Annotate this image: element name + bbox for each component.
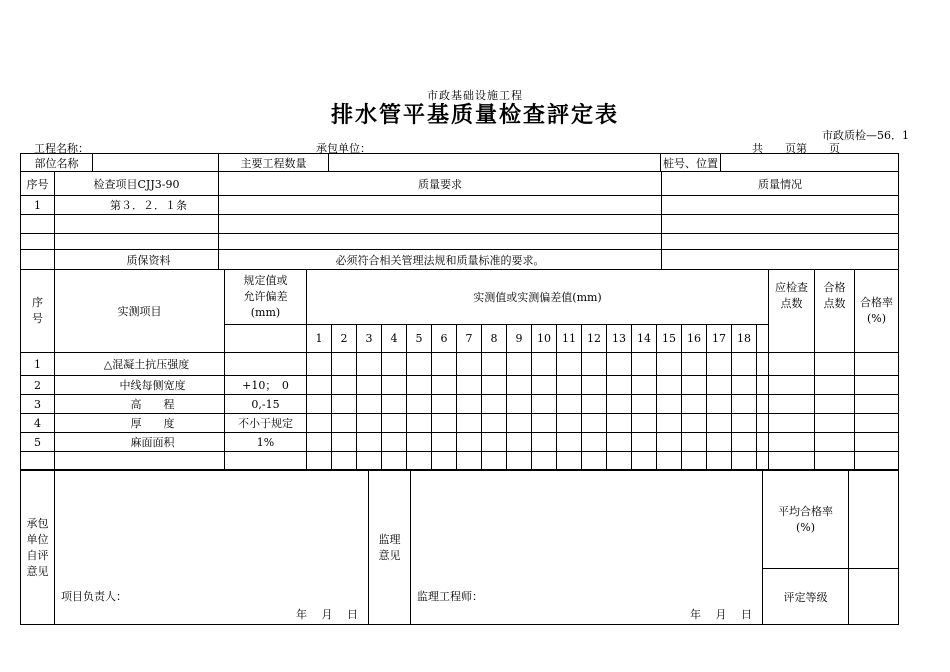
value-cell[interactable] xyxy=(457,433,482,452)
value-cell[interactable] xyxy=(757,433,769,452)
value-cell[interactable] xyxy=(557,376,582,395)
value-cell[interactable] xyxy=(507,353,532,376)
measure-col-14: 14 xyxy=(632,325,657,353)
qa-label: 质保资料 xyxy=(55,250,219,270)
table-row xyxy=(21,395,899,414)
value-cell[interactable] xyxy=(757,395,769,414)
values-header: 实测值或实测偏差值(mm) xyxy=(307,270,769,325)
row1-status[interactable] xyxy=(662,196,899,215)
value-cell[interactable] xyxy=(407,353,432,376)
value-cell[interactable] xyxy=(382,414,407,433)
pass-rate-cell[interactable] xyxy=(855,414,899,433)
blank-cell[interactable] xyxy=(407,452,432,470)
engineer-label: 监理工程师： xyxy=(417,590,483,603)
should-points-cell[interactable] xyxy=(769,414,815,433)
table-row xyxy=(21,414,899,433)
row-spec: 不小于规定 xyxy=(225,414,307,433)
main-qty-value[interactable] xyxy=(329,154,661,172)
stake-label: 桩号、位置 xyxy=(661,154,721,172)
measure-col-17: 17 xyxy=(707,325,732,353)
measure-col-18: 18 xyxy=(732,325,757,353)
blank-cell[interactable] xyxy=(769,452,815,470)
measurement-table xyxy=(20,269,899,470)
row-spec xyxy=(225,353,307,376)
blank-cell[interactable] xyxy=(225,452,307,470)
value-cell[interactable] xyxy=(757,414,769,433)
blank-cell[interactable] xyxy=(582,452,607,470)
value-cell[interactable] xyxy=(707,353,732,376)
spec-header: 规定值或 允许偏差 (mm) xyxy=(225,270,307,325)
value-cell[interactable] xyxy=(407,433,432,452)
value-cell[interactable] xyxy=(357,414,382,433)
measure-col-3: 3 xyxy=(357,325,382,353)
measure-col-6: 6 xyxy=(432,325,457,353)
value-cell[interactable] xyxy=(607,353,632,376)
blank-cell[interactable] xyxy=(815,452,855,470)
row-item: 中线每侧宽度 xyxy=(55,376,225,395)
quality-req-header: 质量要求 xyxy=(219,172,662,196)
blank-cell[interactable] xyxy=(307,452,332,470)
measure-col-9: 9 xyxy=(507,325,532,353)
value-cell[interactable] xyxy=(532,395,557,414)
value-cell[interactable] xyxy=(732,376,757,395)
value-cell[interactable] xyxy=(332,376,357,395)
blank-cell[interactable] xyxy=(457,452,482,470)
table-row xyxy=(21,433,899,452)
value-cell[interactable] xyxy=(482,353,507,376)
should-points-cell[interactable] xyxy=(769,395,815,414)
value-cell[interactable] xyxy=(382,395,407,414)
measure-col-pad xyxy=(757,325,769,353)
measure-col-8: 8 xyxy=(482,325,507,353)
blank-cell[interactable] xyxy=(657,452,682,470)
blank-cell[interactable] xyxy=(855,452,899,470)
avg-rate-label: 平均合格率 (%) xyxy=(763,471,849,569)
value-cell[interactable] xyxy=(357,353,382,376)
qa-status[interactable] xyxy=(662,250,899,270)
row-item: △混凝土抗压强度 xyxy=(55,353,225,376)
value-cell[interactable] xyxy=(657,353,682,376)
value-cell[interactable] xyxy=(707,376,732,395)
pass-points-cell[interactable] xyxy=(815,414,855,433)
value-cell[interactable] xyxy=(682,433,707,452)
blank-cell[interactable] xyxy=(382,452,407,470)
blank-cell[interactable] xyxy=(21,215,55,234)
value-cell[interactable] xyxy=(732,414,757,433)
pm-label: 项目负责人： xyxy=(61,590,127,603)
value-cell[interactable] xyxy=(507,414,532,433)
measure-col-7: 7 xyxy=(457,325,482,353)
measure-item-header: 实测项目 xyxy=(55,270,225,353)
value-cell[interactable] xyxy=(632,376,657,395)
measure-col-16: 16 xyxy=(682,325,707,353)
blank-cell xyxy=(21,250,55,270)
value-cell[interactable] xyxy=(307,353,332,376)
row-spec: 0,-15 xyxy=(225,395,307,414)
opinion-table xyxy=(20,470,899,625)
row-spec: +10； 0 xyxy=(225,376,307,395)
value-cell[interactable] xyxy=(582,433,607,452)
value-cell[interactable] xyxy=(457,414,482,433)
row-spec: 1% xyxy=(225,433,307,452)
value-cell[interactable] xyxy=(332,353,357,376)
supervisor-opinion-area[interactable] xyxy=(411,471,763,625)
blank-cell[interactable] xyxy=(21,452,55,470)
measure-col-2: 2 xyxy=(332,325,357,353)
supervisor-opinion-label: 监理 意见 xyxy=(369,471,411,625)
value-cell[interactable] xyxy=(482,414,507,433)
measure-col-10: 10 xyxy=(532,325,557,353)
value-cell[interactable] xyxy=(332,395,357,414)
blank-cell[interactable] xyxy=(662,234,899,250)
general-table xyxy=(20,153,899,172)
value-cell[interactable] xyxy=(407,395,432,414)
value-cell[interactable] xyxy=(507,395,532,414)
value-cell[interactable] xyxy=(432,376,457,395)
value-cell[interactable] xyxy=(457,376,482,395)
seq-header: 序 号 xyxy=(21,270,55,353)
value-cell[interactable] xyxy=(607,433,632,452)
value-cell[interactable] xyxy=(632,414,657,433)
value-cell[interactable] xyxy=(532,414,557,433)
measure-col-11: 11 xyxy=(557,325,582,353)
value-cell[interactable] xyxy=(532,376,557,395)
value-cell[interactable] xyxy=(682,395,707,414)
value-cell[interactable] xyxy=(407,414,432,433)
value-cell[interactable] xyxy=(682,414,707,433)
value-cell[interactable] xyxy=(307,433,332,452)
value-cell[interactable] xyxy=(557,353,582,376)
row-item: 麻面面积 xyxy=(55,433,225,452)
value-cell[interactable] xyxy=(582,414,607,433)
row1-req[interactable] xyxy=(219,196,662,215)
pass-points-cell[interactable] xyxy=(815,353,855,376)
main-qty-label: 主要工程数量 xyxy=(219,154,329,172)
pass-rate-cell[interactable] xyxy=(855,395,899,414)
seq-header: 序号 xyxy=(21,172,55,196)
row-no: 4 xyxy=(21,414,55,433)
value-cell[interactable] xyxy=(732,395,757,414)
value-cell[interactable] xyxy=(657,414,682,433)
value-cell[interactable] xyxy=(382,433,407,452)
blank-cell[interactable] xyxy=(632,452,657,470)
value-cell[interactable] xyxy=(657,376,682,395)
value-cell[interactable] xyxy=(682,353,707,376)
row-no: 2 xyxy=(21,376,55,395)
check-item-header: 检查项目CJJ3-90 xyxy=(55,172,219,196)
value-cell[interactable] xyxy=(407,376,432,395)
value-cell[interactable] xyxy=(332,433,357,452)
value-cell[interactable] xyxy=(582,376,607,395)
value-cell[interactable] xyxy=(607,376,632,395)
value-cell[interactable] xyxy=(682,376,707,395)
value-cell[interactable] xyxy=(332,414,357,433)
value-cell[interactable] xyxy=(507,433,532,452)
part-name-label: 部位名称 xyxy=(21,154,93,172)
value-cell[interactable] xyxy=(707,433,732,452)
measure-col-5: 5 xyxy=(407,325,432,353)
value-cell[interactable] xyxy=(482,433,507,452)
value-cell[interactable] xyxy=(432,353,457,376)
grade-label: 评定等级 xyxy=(763,569,849,625)
blank-cell[interactable] xyxy=(21,234,55,250)
blank-cell[interactable] xyxy=(55,234,219,250)
value-cell[interactable] xyxy=(707,414,732,433)
pass-rate-cell[interactable] xyxy=(855,433,899,452)
form-title: 排水管平基质量检查評定表 xyxy=(330,103,619,128)
should-points-cell[interactable] xyxy=(769,433,815,452)
table-row xyxy=(21,376,899,395)
value-cell[interactable] xyxy=(357,433,382,452)
blank-cell[interactable] xyxy=(55,452,225,470)
table-row xyxy=(21,353,899,376)
value-cell[interactable] xyxy=(732,433,757,452)
value-cell[interactable] xyxy=(382,353,407,376)
contractor-opinion-area[interactable] xyxy=(55,471,369,625)
measure-col-13: 13 xyxy=(607,325,632,353)
value-cell[interactable] xyxy=(607,414,632,433)
form-code: 市政质检—56．1 xyxy=(822,129,909,142)
pass-points-cell[interactable] xyxy=(815,433,855,452)
should-points-cell[interactable] xyxy=(769,376,815,395)
pass-rate-cell[interactable] xyxy=(855,376,899,395)
row-no: 1 xyxy=(21,353,55,376)
value-cell[interactable] xyxy=(307,376,332,395)
value-cell[interactable] xyxy=(582,353,607,376)
value-cell[interactable] xyxy=(357,376,382,395)
value-cell[interactable] xyxy=(557,433,582,452)
value-cell[interactable] xyxy=(382,376,407,395)
blank-cell[interactable] xyxy=(607,452,632,470)
value-cell[interactable] xyxy=(357,395,382,414)
form-subtitle: 市政基础设施工程 xyxy=(427,89,523,102)
value-cell[interactable] xyxy=(732,353,757,376)
value-cell[interactable] xyxy=(457,353,482,376)
blank-cell[interactable] xyxy=(55,215,219,234)
date-1: 年 月 日 xyxy=(296,608,358,621)
value-cell[interactable] xyxy=(557,395,582,414)
quality-status-header: 质量情况 xyxy=(662,172,899,196)
value-cell[interactable] xyxy=(707,395,732,414)
grade-value[interactable] xyxy=(849,569,899,625)
measure-col-4: 4 xyxy=(382,325,407,353)
row1-item: 第３．２．１条 xyxy=(55,196,219,215)
value-cell[interactable] xyxy=(557,414,582,433)
blank-cell[interactable] xyxy=(332,452,357,470)
stake-value[interactable] xyxy=(721,154,899,172)
pass-points-cell[interactable] xyxy=(815,395,855,414)
blank-cell[interactable] xyxy=(662,215,899,234)
row-no: 5 xyxy=(21,433,55,452)
value-cell[interactable] xyxy=(432,433,457,452)
blank-cell[interactable] xyxy=(219,234,662,250)
spec-subcell xyxy=(225,325,307,353)
value-cell[interactable] xyxy=(632,353,657,376)
value-cell[interactable] xyxy=(582,395,607,414)
blank-cell[interactable] xyxy=(507,452,532,470)
blank-cell[interactable] xyxy=(357,452,382,470)
qa-text: 必须符合相关管理法规和质量标准的要求。 xyxy=(219,250,662,270)
contractor-opinion-label: 承包 单位 自评 意见 xyxy=(21,471,55,625)
pass-rate-cell[interactable] xyxy=(855,353,899,376)
pass-points-header: 合格 点数 xyxy=(815,270,855,353)
project-name-label: 工程名称： xyxy=(34,142,89,155)
pass-rate-header: 合格率 (%) xyxy=(855,270,899,353)
value-cell[interactable] xyxy=(657,433,682,452)
value-cell[interactable] xyxy=(307,414,332,433)
row1-no: 1 xyxy=(21,196,55,215)
blank-cell[interactable] xyxy=(682,452,707,470)
page-counter: 共 页第 页 xyxy=(752,142,840,155)
table-row xyxy=(21,452,899,470)
contractor-label: 承包单位： xyxy=(316,142,371,155)
should-points-cell[interactable] xyxy=(769,353,815,376)
value-cell[interactable] xyxy=(307,395,332,414)
blank-cell[interactable] xyxy=(219,215,662,234)
row-item: 高 程 xyxy=(55,395,225,414)
pass-points-cell[interactable] xyxy=(815,376,855,395)
value-cell[interactable] xyxy=(532,353,557,376)
value-cell[interactable] xyxy=(632,433,657,452)
inspection-table xyxy=(20,171,899,270)
blank-cell[interactable] xyxy=(757,452,769,470)
measure-col-15: 15 xyxy=(657,325,682,353)
blank-cell[interactable] xyxy=(707,452,732,470)
value-cell[interactable] xyxy=(482,395,507,414)
value-cell[interactable] xyxy=(432,395,457,414)
value-cell[interactable] xyxy=(757,376,769,395)
value-cell[interactable] xyxy=(532,433,557,452)
blank-cell[interactable] xyxy=(732,452,757,470)
blank-cell[interactable] xyxy=(557,452,582,470)
value-cell[interactable] xyxy=(657,395,682,414)
blank-cell[interactable] xyxy=(432,452,457,470)
blank-cell[interactable] xyxy=(482,452,507,470)
avg-rate-value[interactable] xyxy=(849,471,899,569)
value-cell[interactable] xyxy=(482,376,507,395)
value-cell[interactable] xyxy=(457,395,482,414)
value-cell[interactable] xyxy=(607,395,632,414)
date-2: 年 月 日 xyxy=(690,608,752,621)
should-points-header: 应检查 点数 xyxy=(769,270,815,353)
value-cell[interactable] xyxy=(757,353,769,376)
value-cell[interactable] xyxy=(432,414,457,433)
value-cell[interactable] xyxy=(507,376,532,395)
row-no: 3 xyxy=(21,395,55,414)
measure-col-12: 12 xyxy=(582,325,607,353)
row-item: 厚 度 xyxy=(55,414,225,433)
part-name-value[interactable] xyxy=(93,154,219,172)
measure-col-1: 1 xyxy=(307,325,332,353)
value-cell[interactable] xyxy=(632,395,657,414)
blank-cell[interactable] xyxy=(532,452,557,470)
